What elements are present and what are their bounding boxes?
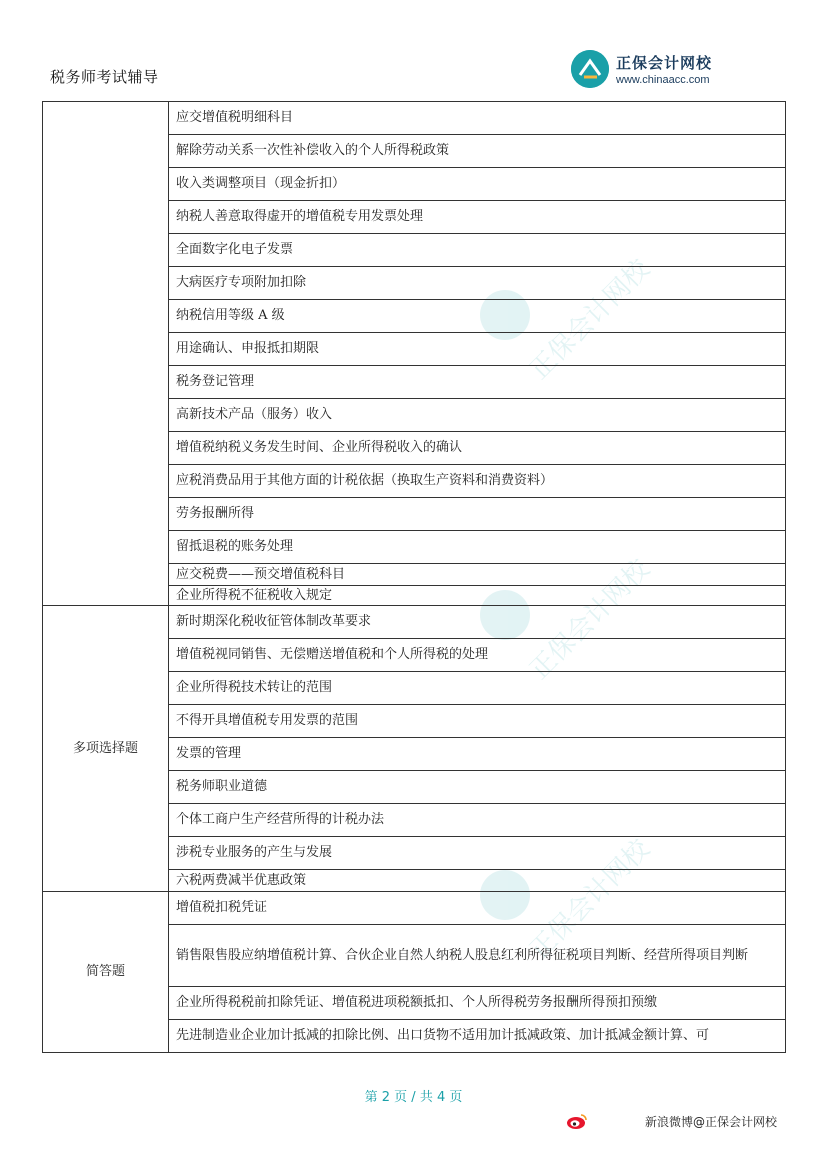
topic-cell: 劳务报酬所得 [169, 498, 786, 531]
topic-cell: 发票的管理 [169, 738, 786, 771]
topic-cell: 先进制造业企业加计抵减的扣除比例、出口货物不适用加计抵减政策、加计抵减金额计算、可 [169, 1020, 786, 1053]
exam-topics-table [42, 101, 786, 1053]
topic-cell: 留抵退税的账务处理 [169, 531, 786, 564]
topic-cell: 解除劳动关系一次性补偿收入的个人所得税政策 [169, 135, 786, 168]
watermark-text: 正保会计网校 [524, 553, 656, 686]
topic-cell: 税务师职业道德 [169, 771, 786, 804]
page-number: 第 2 页 / 共 4 页 [364, 1090, 463, 1105]
category-cell [43, 102, 169, 606]
topic-cell: 涉税专业服务的产生与发展 [169, 837, 786, 870]
topic-cell: 销售限售股应纳增值税计算、合伙企业自然人纳税人股息红利所得征税项目判断、经营所得项目判断 [169, 925, 786, 987]
topic-cell: 收入类调整项目（现金折扣） [169, 168, 786, 201]
table-row [43, 606, 786, 639]
logo-url: www.chinaacc.com [616, 74, 710, 86]
logo-icon [571, 50, 609, 88]
topic-cell: 大病医疗专项附加扣除 [169, 267, 786, 300]
topic-cell: 六税两费减半优惠政策 [169, 870, 786, 892]
topic-cell: 企业所得税不征税收入规定 [169, 586, 786, 606]
topic-cell: 纳税人善意取得虚开的增值税专用发票处理 [169, 201, 786, 234]
category-cell: 简答题 [43, 892, 169, 1053]
table-row [43, 892, 786, 925]
topic-cell: 增值税扣税凭证 [169, 892, 786, 925]
category-cell: 多项选择题 [43, 606, 169, 892]
topic-cell: 纳税信用等级 A 级 [169, 300, 786, 333]
topic-cell: 应交增值税明细科目 [169, 102, 786, 135]
logo-name: 正保会计网校 [616, 54, 713, 72]
topic-cell: 全面数字化电子发票 [169, 234, 786, 267]
logo [571, 50, 731, 90]
watermark-text: 正保会计网校 [524, 253, 656, 386]
weibo-icon [566, 1112, 588, 1130]
topic-cell: 增值税纳税义务发生时间、企业所得税收入的确认 [169, 432, 786, 465]
topic-cell: 不得开具增值税专用发票的范围 [169, 705, 786, 738]
topic-cell: 高新技术产品（服务）收入 [169, 399, 786, 432]
topic-cell: 企业所得税税前扣除凭证、增值税进项税额抵扣、个人所得税劳务报酬所得预扣预缴 [169, 987, 786, 1020]
topic-cell: 企业所得税技术转让的范围 [169, 672, 786, 705]
watermark-text: 正保会计网校 [524, 833, 656, 966]
topic-cell: 新时期深化税收征管体制改革要求 [169, 606, 786, 639]
topic-cell: 税务登记管理 [169, 366, 786, 399]
topic-cell: 用途确认、申报抵扣期限 [169, 333, 786, 366]
table-row [43, 102, 786, 135]
topic-cell: 增值税视同销售、无偿赠送增值税和个人所得税的处理 [169, 639, 786, 672]
topic-cell: 应交税费——预交增值税科目 [169, 564, 786, 586]
topic-cell: 个体工商户生产经营所得的计税办法 [169, 804, 786, 837]
footer-credit: 新浪微博@正保会计网校 [645, 1115, 778, 1129]
header-title: 税务师考试辅导 [50, 68, 159, 86]
topic-cell: 应税消费品用于其他方面的计税依据（换取生产资料和消费资料） [169, 465, 786, 498]
